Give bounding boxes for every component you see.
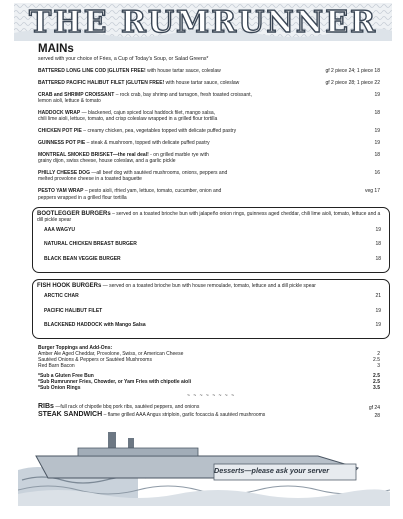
item-desc2: lemon aioli, lettuce & tomato xyxy=(38,98,101,105)
menu-item xyxy=(38,110,384,123)
item-name: BATTERED LONG LINE COD |GLUTEN FREE! xyxy=(38,68,146,74)
steak-price: 28 xyxy=(374,412,380,419)
mains-subtitle: served with your choice of Fries, a Cup of Today's Soup, or Salad Greens* xyxy=(38,56,209,62)
item-name: CHICKEN POT PIE xyxy=(38,128,82,135)
item-name: MONTREAL SMOKED BRISKET—the real deal! xyxy=(38,151,149,158)
menu-item xyxy=(38,68,384,74)
item-name: HADDOCK WRAP xyxy=(38,109,81,116)
menu-item xyxy=(38,80,384,86)
item-name: PHILLY CHEESE DOG xyxy=(38,170,90,177)
burger-option xyxy=(37,241,385,247)
item-price: veg 17 xyxy=(364,188,380,195)
item-desc2: melted provolone cheese in a toasted baguette xyxy=(38,176,142,183)
svg-text:THE RUMRUNNER: THE RUMRUNNER xyxy=(28,5,378,40)
rumrunner-banner-logo xyxy=(14,3,392,41)
option-price: 18 xyxy=(375,255,381,262)
fishhook-desc: — served on a toasted brioche bun with house remoulade, xyxy=(102,283,233,290)
item-desc2: chili lime aioli, lettuce, tomato, and crisp coleslaw wrapped in a grilled flour tortilla xyxy=(38,116,218,123)
item-name: PESTO YAM WRAP xyxy=(38,188,84,195)
mains-title: MAINs xyxy=(38,43,74,55)
topping-text: *Sub a Gluten Free Bun xyxy=(38,373,94,380)
item-name: BATTERED PACIFIC HALIBUT FILET |GLUTEN FREE! xyxy=(38,79,165,86)
topping-price: 2.5 xyxy=(373,379,380,386)
item-desc: with house tartar sauce, coleslaw xyxy=(165,79,240,86)
option-name: BLACKENED HADDOCK with Mango Salsa xyxy=(44,322,146,329)
steak-sandwich-item: STEAK SANDWICH – flame grilled AAA Angus striploin, garlic focaccia & sautéed mushrooms 28 xyxy=(38,410,380,419)
item-price: 18 xyxy=(374,151,380,158)
bootlegger-desc: – served on a toasted brioche bun with jalapeño onion rings, xyxy=(112,210,246,217)
item-desc: – pesto aioli, rfried yam, lettuce, tomato, cucumber, onion and xyxy=(84,188,222,195)
option-price: 19 xyxy=(375,307,381,314)
item-desc: with house tartar sauce, coleslaw xyxy=(147,68,221,74)
desserts-note: Desserts—please ask your server xyxy=(214,466,330,475)
menu-item xyxy=(38,188,384,201)
item-desc: – creamy chicken, pea, vegetables topped with delicate puffed pastry xyxy=(83,128,237,135)
topping-row xyxy=(38,363,384,369)
fishhook-desc2: tomato, lettuce and a dill pickle spear xyxy=(233,283,316,290)
item-desc2: peppers wrapped in a grilled flour tortilla xyxy=(38,194,127,201)
burger-option xyxy=(37,308,385,314)
item-price: gf 2 piece 28; 1 piece 22 xyxy=(325,79,380,86)
topping-text: Sautéed Onions & Peppers or Sautéed Mushrooms xyxy=(38,357,152,364)
item-desc: - on grilled marble rye with xyxy=(150,151,209,158)
option-name: ARCTIC CHAR xyxy=(44,293,79,300)
toppings-head: Burger Toppings and Add-Ons: xyxy=(38,345,113,352)
option-name: PACIFIC HALIBUT FILET xyxy=(44,307,103,314)
option-name: BLACK BEAN VEGGIE BURGER xyxy=(44,255,121,262)
burger-option xyxy=(37,227,385,233)
option-name: NATURAL CHICKEN BREAST BURGER xyxy=(44,241,137,248)
toppings-section xyxy=(38,345,384,399)
option-price: 19 xyxy=(375,322,381,329)
option-name: AAA WAGYU xyxy=(44,226,75,233)
item-price: gf 2 piece 24; 1 piece 18 xyxy=(325,68,380,74)
item-price: 19 xyxy=(374,128,380,135)
section-divider: ~ ~ ~ ~ ~ ~ ~ ~ xyxy=(186,393,236,400)
item-price: 19 xyxy=(374,140,380,147)
item-price: 19 xyxy=(374,91,380,98)
topping-text: *Sub Rumrunner Fries, Chowder, or Yam Fries with chipotle aioli xyxy=(38,379,191,386)
ribs-price: gf 24 xyxy=(368,405,380,412)
item-desc: —all beef dog with sautéed mushrooms, onions, peppers and xyxy=(91,170,228,177)
option-price: 19 xyxy=(375,226,381,233)
fish-hook-burgers-box xyxy=(32,279,390,339)
menu-item xyxy=(38,140,384,146)
topping-row xyxy=(38,385,384,391)
topping-price: 3.5 xyxy=(373,385,380,392)
burger-option xyxy=(37,293,385,299)
topping-text: Red Barn Bacon xyxy=(38,363,75,370)
ribs-item: RIBs —full rack of chipotle bbq pork ribs, sautéed peppers, and onions gf 24 xyxy=(38,403,380,412)
burger-option xyxy=(37,256,385,262)
topping-text: *Sub Onion Rings xyxy=(38,385,81,392)
menu-item xyxy=(38,170,384,183)
menu-item xyxy=(38,128,384,134)
burger-option xyxy=(37,322,385,328)
item-price: 18 xyxy=(374,109,380,116)
item-desc: – steak & mushroom, topped with delicate puffed pastry xyxy=(86,140,210,147)
menu-content xyxy=(38,43,384,419)
item-name: CRAB and SHRIMP CROISSANT xyxy=(38,91,115,98)
item-desc: — blackened, cajun spiced local haddock filet, mango salsa, xyxy=(81,109,216,116)
menu-item xyxy=(38,152,384,165)
topping-price: 3 xyxy=(377,363,380,370)
bootlegger-desc2: guinness aged cheddar, chili lime aioli, tomato, lettuce and a dill pickle spear xyxy=(37,210,381,223)
item-name: GUINNESS POT PIE xyxy=(38,140,86,147)
topping-price: 2.5 xyxy=(373,357,380,364)
option-price: 18 xyxy=(375,241,381,248)
fishhook-title: FISH HOOK BURGERs xyxy=(37,283,102,290)
item-desc2: grainy dijon, swiss cheese, house coleslaw, and a garlic pickle xyxy=(38,158,176,165)
topping-price: 2.5 xyxy=(373,373,380,380)
item-desc: – rock crab, bay shrimp and tarragon, fresh toasted croissant, xyxy=(115,91,252,98)
topping-text: Amber Ale Aged Cheddar, Provolone, Swiss, or American Cheese xyxy=(38,351,184,358)
bootlegger-burgers-box xyxy=(32,207,390,274)
option-price: 21 xyxy=(375,293,381,300)
bootlegger-title: BOOTLEGGER BURGERs xyxy=(37,210,111,217)
item-price: 16 xyxy=(374,170,380,177)
topping-price: 2 xyxy=(377,351,380,358)
menu-item xyxy=(38,92,384,105)
ship-illustration xyxy=(18,424,390,506)
